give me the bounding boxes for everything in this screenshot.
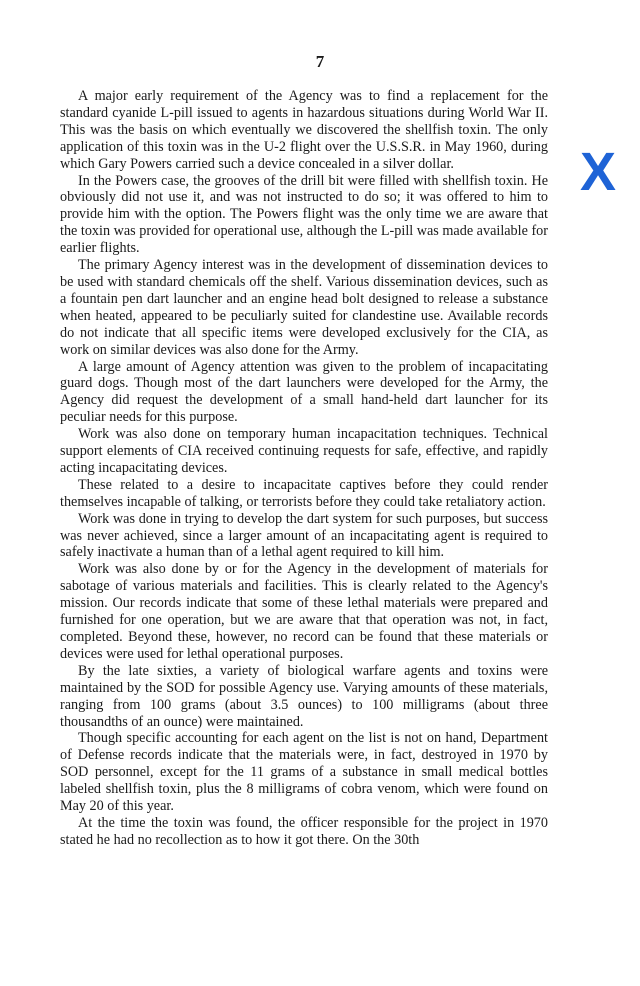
page-number: 7	[315, 52, 325, 71]
paragraph: A large amount of Agency attention was given to the problem of incapacitating guard dogs. Though most of the dart launchers were developed for the Army, the Agency did request the development of a small hand-held dart launcher for its peculiar needs for this purpose.	[60, 358, 548, 426]
paragraph: Work was also done by or for the Agency in the development of materials for sabotage of various materials and facilities. This is clearly related to the Agency's mission. Our records indicate that some of these lethal materials were prepared and furnished for one operation, but we are aware that that operation was not, in fact, completed. Beyond these, however, no record can be found that these materials or devices were used for lethal operational purposes.	[60, 561, 548, 662]
paragraph: Work was done in trying to develop the dart system for such purposes, but success was never achieved, since a larger amount of an incapacitating agent is required to safely inactivate a human than of a lethal agent required to kill him.	[60, 510, 548, 561]
paragraph: Though specific accounting for each agent on the list is not on hand, Department of Defense records indicate that the materials were, in fact, destroyed in 1970 by SOD personnel, except for the 11 grams of a substance in small medical bottles labeled shellfish toxin, plus the 8 milligrams of cobra venom, which were found on May 20 of this year.	[60, 730, 548, 815]
paragraph: In the Powers case, the grooves of the drill bit were filled with shellfish toxin. He obviously did not use it, and was not instructed to do so; it was offered to him to provide him with the option. The Powers flight was the only time we are aware that the toxin was provided for operational use, although the L-pill was made available for earlier flights.	[60, 172, 548, 257]
paragraph: The primary Agency interest was in the development of dissemination devices to be used with standard chemicals off the shelf. Various dissemination devices, such as a fountain pen dart launcher and an engine head bolt designed to release a substance when heated, appeared to be peculiarly suited for clandestine use. Available records do not indicate that all specific items were developed exclusively for the CIA, as work on similar devices was also done for the Army.	[60, 257, 548, 358]
paragraph: These related to a desire to incapacitate captives before they could render themselves incapable of talking, or terrorists before they could take retaliatory action.	[60, 476, 548, 510]
paragraph: By the late sixties, a variety of biological warfare agents and toxins were maintained by the SOD for possible Agency use. Varying amounts of these materials, ranging from 100 grams (about 3.5 ounces) to 100 milligrams (about three thousandths of an ounce) were maintained.	[60, 662, 548, 730]
paragraph: At the time the toxin was found, the officer responsible for the project in 1970 stated he had no recollection as to how it got there. On the 30th	[60, 814, 548, 848]
paragraph: A major early requirement of the Agency was to find a replacement for the standard cyanide L-pill issued to agents in hazardous situations during World War II. This was the basis on which eventually we discovered the shellfish toxin. The only application of this toxin was in the U-2 flight over the U.S.S.R. in May 1960, during which Gary Powers carried such a device concealed in a silver dollar.	[60, 88, 548, 172]
body-text	[60, 88, 548, 849]
margin-x-mark: X	[580, 142, 617, 202]
paragraph: Work was also done on temporary human incapacitation techniques. Technical support elements of CIA received continuing requests for safe, effective, and rapidly acting incapacitating devices.	[60, 426, 548, 476]
